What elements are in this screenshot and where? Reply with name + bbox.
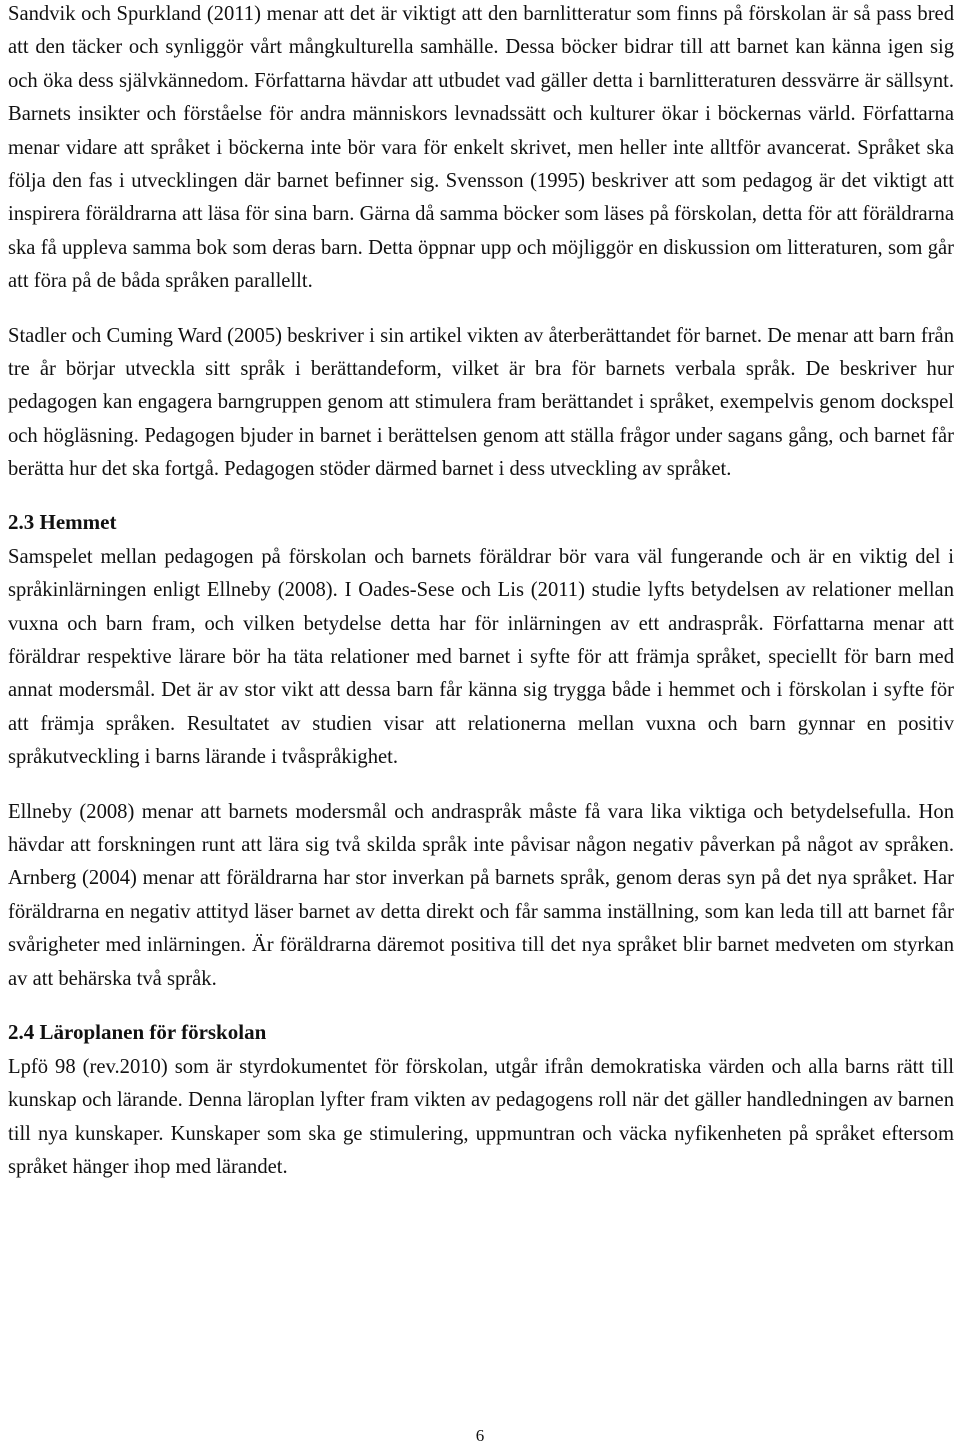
document-page	[8, 0, 954, 1185]
paragraph-lpfo98: Lpfö 98 (rev.2010) som är styrdokumentet för förskolan, utgår ifrån demokratiska värden och alla barns rätt till kunskap och lärande. Denna läroplan lyfter fram vikten av pedagogens roll när det gäller handledningen av barnen till nya kunskaper. Kunskaper som ska ge stimulering, uppmuntran och väcka nyfikenheten på språket eftersom språket hänger ihop med lärandet.	[8, 1055, 954, 1179]
paragraph-modersmal-andrasprak: Ellneby (2008) menar att barnets modersmål och andraspråk måste få vara lika viktiga och betydelsefulla. Hon hävdar att forskningen runt att lära sig två skilda språk inte påvisar någon negativ påverkan på något av språken. Arnberg (2004) menar att föräldrarna har stor inverkan på barnets språk, genom deras syn på det nya språket. Har föräldrarna en negativ attityd läser barnet av detta direkt och får samma inställning, som kan leda till att barnet får svårigheter med inlärningen. Är föräldrarna däremot positiva till det nya språket blir barnet medveten om styrkan av att behärska två språk.	[8, 800, 954, 990]
paragraph-aterberattandet: Stadler och Cuming Ward (2005) beskriver i sin artikel vikten av återberättandet för barnet. De menar att barn från tre år börjar utveckla sitt språk i berättandeform, vilket är bra för barnets verbala språk. De beskriver hur pedagogen kan engagera barngruppen genom att stimulera fram berättandet i språket, exempelvis genom dockspel och högläsning. Pedagogen bjuder in barnet i berättelsen genom att ställa frågor under sagans gång, och barnet får berätta hur det ska fortgå. Pedagogen stöder därmed barnet i dess utveckling av språket.	[8, 324, 954, 481]
section-heading-laroplanen: 2.4 Läroplanen för förskolan	[8, 1019, 267, 1044]
paragraph-samspelet: Samspelet mellan pedagogen på förskolan och barnets föräldrar bör vara väl fungerande och är en viktig del i språkinlärningen enligt Ellneby (2008). I Oades-Sese och Lis (2011) studie lyfts betydelsen av relationer mellan vuxna och barn fram, och vilken betydelse detta har för inlärningen av ett andraspråk. Författarna menar att föräldrar respektive lärare bör ha täta relationer med barnet i syfte för att främja språket, speciellt för barn med annat modersmål. Det är av stor vikt att dessa barn får känna sig trygga både i hemmet och i förskolan i syfte för att främja språken. Resultatet av studien visar att relationerna mellan vuxna och barn gynnar en positiv språkutveckling i barns lärande i tvåspråkighet.	[8, 545, 954, 769]
section-heading-hemmet: 2.3 Hemmet	[8, 509, 117, 534]
page-number: 6	[475, 1426, 485, 1445]
paragraph-mangkulturell-barnlitteratur: Sandvik och Spurkland (2011) menar att det är viktigt att den barnlitteratur som finns på förskolan är så pass bred att den täcker och synliggör vårt mångkulturella samhälle. Dessa böcker bidrar till att barnet kan känna igen sig och öka dess självkännedom. Författarna hävdar att utbudet vad gäller detta i barnlitteraturen dessvärre är sällsynt. Barnets insikter och förståelse för andra människors levnadssätt och kulturer ökar i böckernas värld. Författarna menar vidare att språket i böckerna inte bör vara för enkelt skrivet, men heller inte alltför avancerat. Språket ska följa den fas i utvecklingen där barnet befinner sig. Svensson (1995) beskriver att som pedagog är det viktigt att inspirera föräldrarna att läsa för sina barn. Gärna då samma böcker som läses på förskolan, detta för att föräldrarna ska få uppleva samma bok som deras barn. Detta öppnar upp och möjliggör en diskussion om litteraturen, som går att föra på de båda språken parallellt.	[8, 3, 954, 293]
